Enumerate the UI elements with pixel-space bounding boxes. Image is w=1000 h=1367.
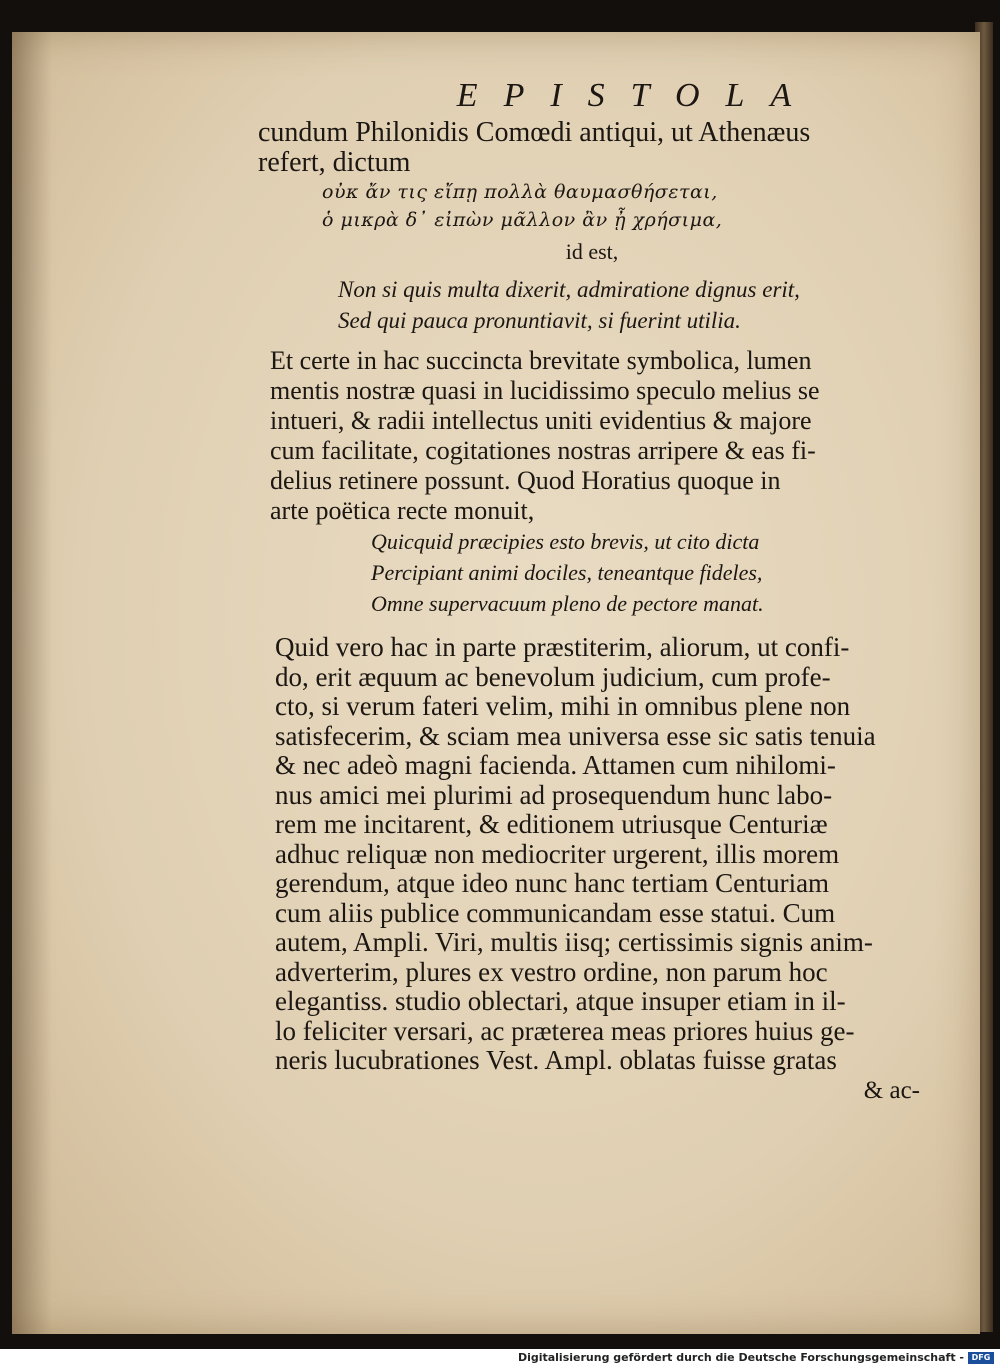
verse-line: Sed qui pauca pronuntiavit, si fuerint utilia. [338, 308, 741, 333]
text-line: delius retinere possunt. Quod Horatius quoque in [270, 466, 781, 495]
text-line: elegantiss. studio oblectari, atque insuper etiam in il- [275, 986, 846, 1016]
text-line: satisfecerim, & sciam mea universa esse sic satis tenuia [275, 720, 876, 751]
verse-line: Non si quis multa dixerit, admiratione dignus erit, [338, 277, 800, 302]
footer-credit: Digitalisierung gefördert durch die Deutsche Forschungsgemeinschaft - [517, 1351, 964, 1364]
verse-line: Omne supervacuum pleno de pectore manat. [371, 591, 764, 616]
text-line: mentis nostræ quasi in lucidissimo speculo melius se [270, 376, 820, 405]
dfg-logo-icon: DFG [968, 1352, 994, 1364]
verse-line: Percipiant animi dociles, teneantque fideles, [371, 560, 763, 585]
text-line: cto, si verum fateri velim, mihi in omnibus plene non [275, 691, 851, 721]
text-line: Quid vero hac in parte præstiterim, aliorum, ut confi- [275, 632, 850, 662]
text-line: & nec adeò magni facienda. Attamen cum nihilomi- [275, 750, 836, 780]
text-line: gerendum, atque ideo nunc hanc tertiam Centuriam [275, 868, 830, 898]
page-text [258, 74, 926, 1106]
text-line: autem, Ampli. Viri, multis iisq; certissimis signis anim- [275, 927, 873, 957]
catchword: & ac- [863, 1076, 920, 1104]
verse-line: Quicquid præcipies esto brevis, ut cito dicta [371, 529, 760, 554]
text-line: adhuc reliquæ non mediocriter urgerent, illis morem [275, 838, 840, 869]
text-line: nus amici mei plurimi ad prosequendum hunc labo- [275, 779, 833, 810]
running-head: EPISTOLA [456, 77, 818, 114]
text-line: Et certe in hac succincta brevitate symbolica, lumen [270, 346, 812, 375]
greek-verse-line: οὐκ ἄν τις εἴπῃ πολλὰ θαυμασθήσεται, [322, 181, 718, 203]
id-est-label: id est, [565, 239, 619, 264]
text-line: cum aliis publice communicandam esse statui. Cum [275, 897, 836, 928]
text-line: neris lucubrationes Vest. Ampl. oblatas fuisse gratas [275, 1045, 837, 1075]
text-line: cum facilitate, cogitationes nostras arripere & eas fi- [270, 436, 816, 465]
text-line: do, erit æquum ac benevolum judicium, cum profe- [275, 661, 831, 692]
gutter-shadow [12, 32, 52, 1334]
text-line: intueri, & radii intellectus uniti evidentius & majore [270, 406, 812, 435]
text-line: refert, dictum [258, 147, 411, 178]
text-line: cundum Philonidis Comœdi antiqui, ut Athenæus [258, 117, 811, 148]
text-line: lo feliciter versari, ac præterea meas priores huius ge- [275, 1015, 855, 1046]
greek-verse-line: ὁ μικρὰ δ᾽ εἰπὼν μᾶλλον ἂν ᾖ χρήσιμα, [322, 209, 723, 231]
text-line: adverterim, plures ex vestro ordine, non parum hoc [275, 956, 828, 987]
digitization-footer [0, 1349, 1000, 1367]
text-line: rem me incitarent, & editionem utriusque Centuriæ [275, 809, 828, 839]
text-line: arte poëtica recte monuit, [270, 496, 535, 525]
